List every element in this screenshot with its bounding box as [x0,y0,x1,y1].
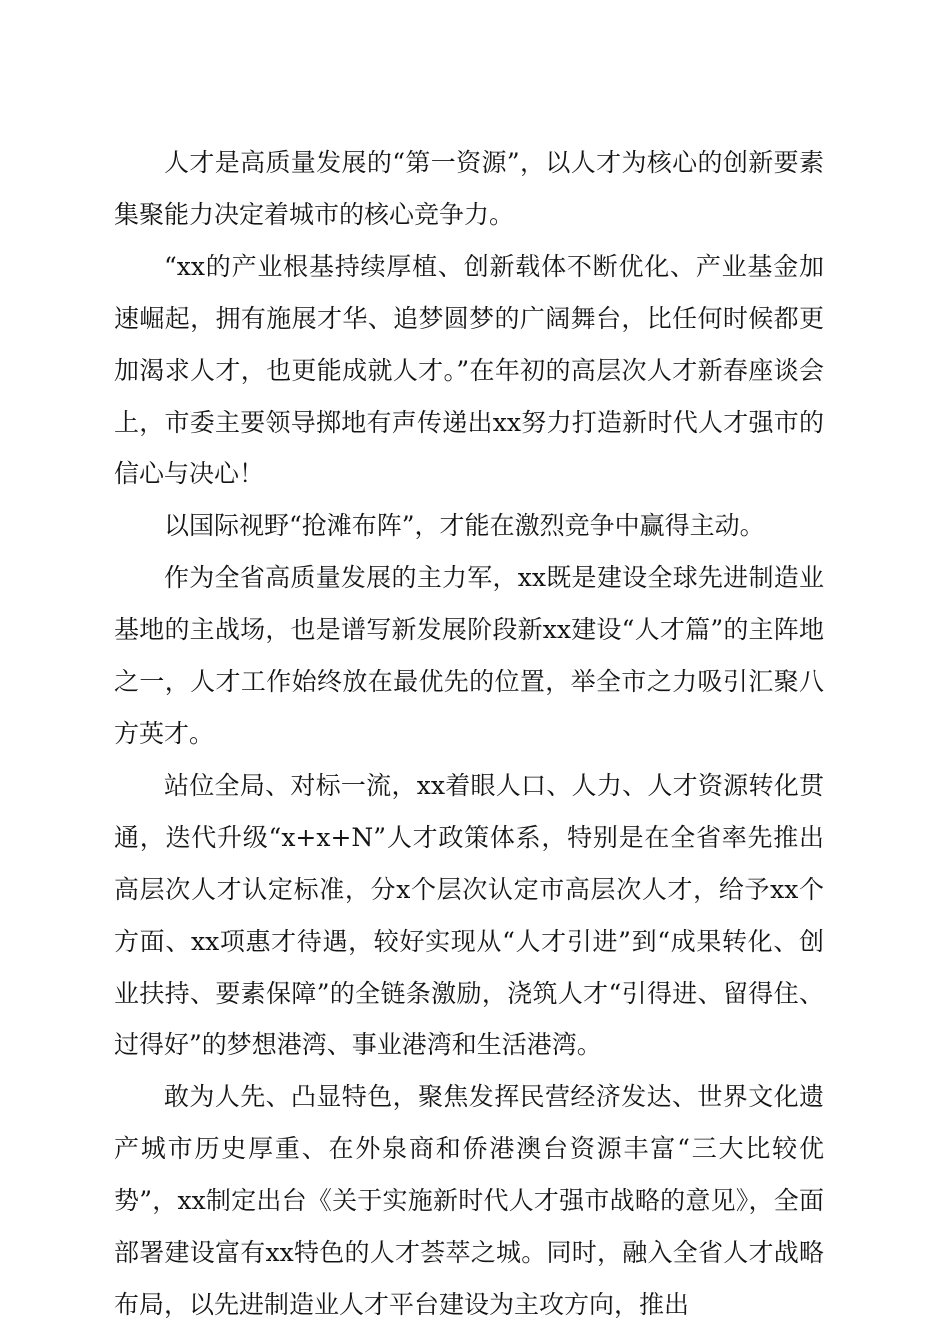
paragraph-2: “xx的产业根基持续厚植、创新载体不断优化、产业基金加速崛起，拥有施展才华、追梦圆梦的广阔舞台，比任何时候都更加渴求人才，也更能成就人才。”在年初的高层次人才新春座谈会上，市委主要领导掷地有声传递出xx努力打造新时代人才强市的信心与决心！ [114,251,824,489]
document-body [114,137,824,1331]
paragraph-1: 人才是高质量发展的“第一资源”，以人才为核心的创新要素集聚能力决定着城市的核心竞争力。 [114,148,824,229]
paragraph-4: 作为全省高质量发展的主力军，xx既是建设全球先进制造业基地的主战场，也是谱写新发展阶段新xx建设“人才篇”的主阵地之一，人才工作始终放在最优先的位置，举全市之力吸引汇聚八方英才。 [114,563,824,748]
paragraph-5: 站位全局、对标一流，xx着眼人口、人力、人才资源转化贯通，迭代升级“x+x+N”人才政策体系，特别是在全省率先推出高层次人才认定标准，分x个层次认定市高层次人才，给予xx个方面、xx项惠才待遇，较好实现从“人才引进”到“成果转化、创业扶持、要素保障”的全链条激励，浇筑人才“引得进、留得住、过得好”的梦想港湾、事业港湾和生活港湾。 [114,770,824,1060]
paragraph-6: 敢为人先、凸显特色，聚焦发挥民营经济发达、世界文化遗产城市历史厚重、在外泉商和侨港澳台资源丰富“三大比较优势”，xx制定出台《关于实施新时代人才强市战略的意见》，全面部署建设富有xx特色的人才荟萃之城。同时，融入全省人才战略布局，以先进制造业人才平台建设为主攻方向，推出 [114,1082,824,1319]
paragraph-3: 以国际视野“抢滩布阵”，才能在激烈竞争中赢得主动。 [164,511,765,541]
